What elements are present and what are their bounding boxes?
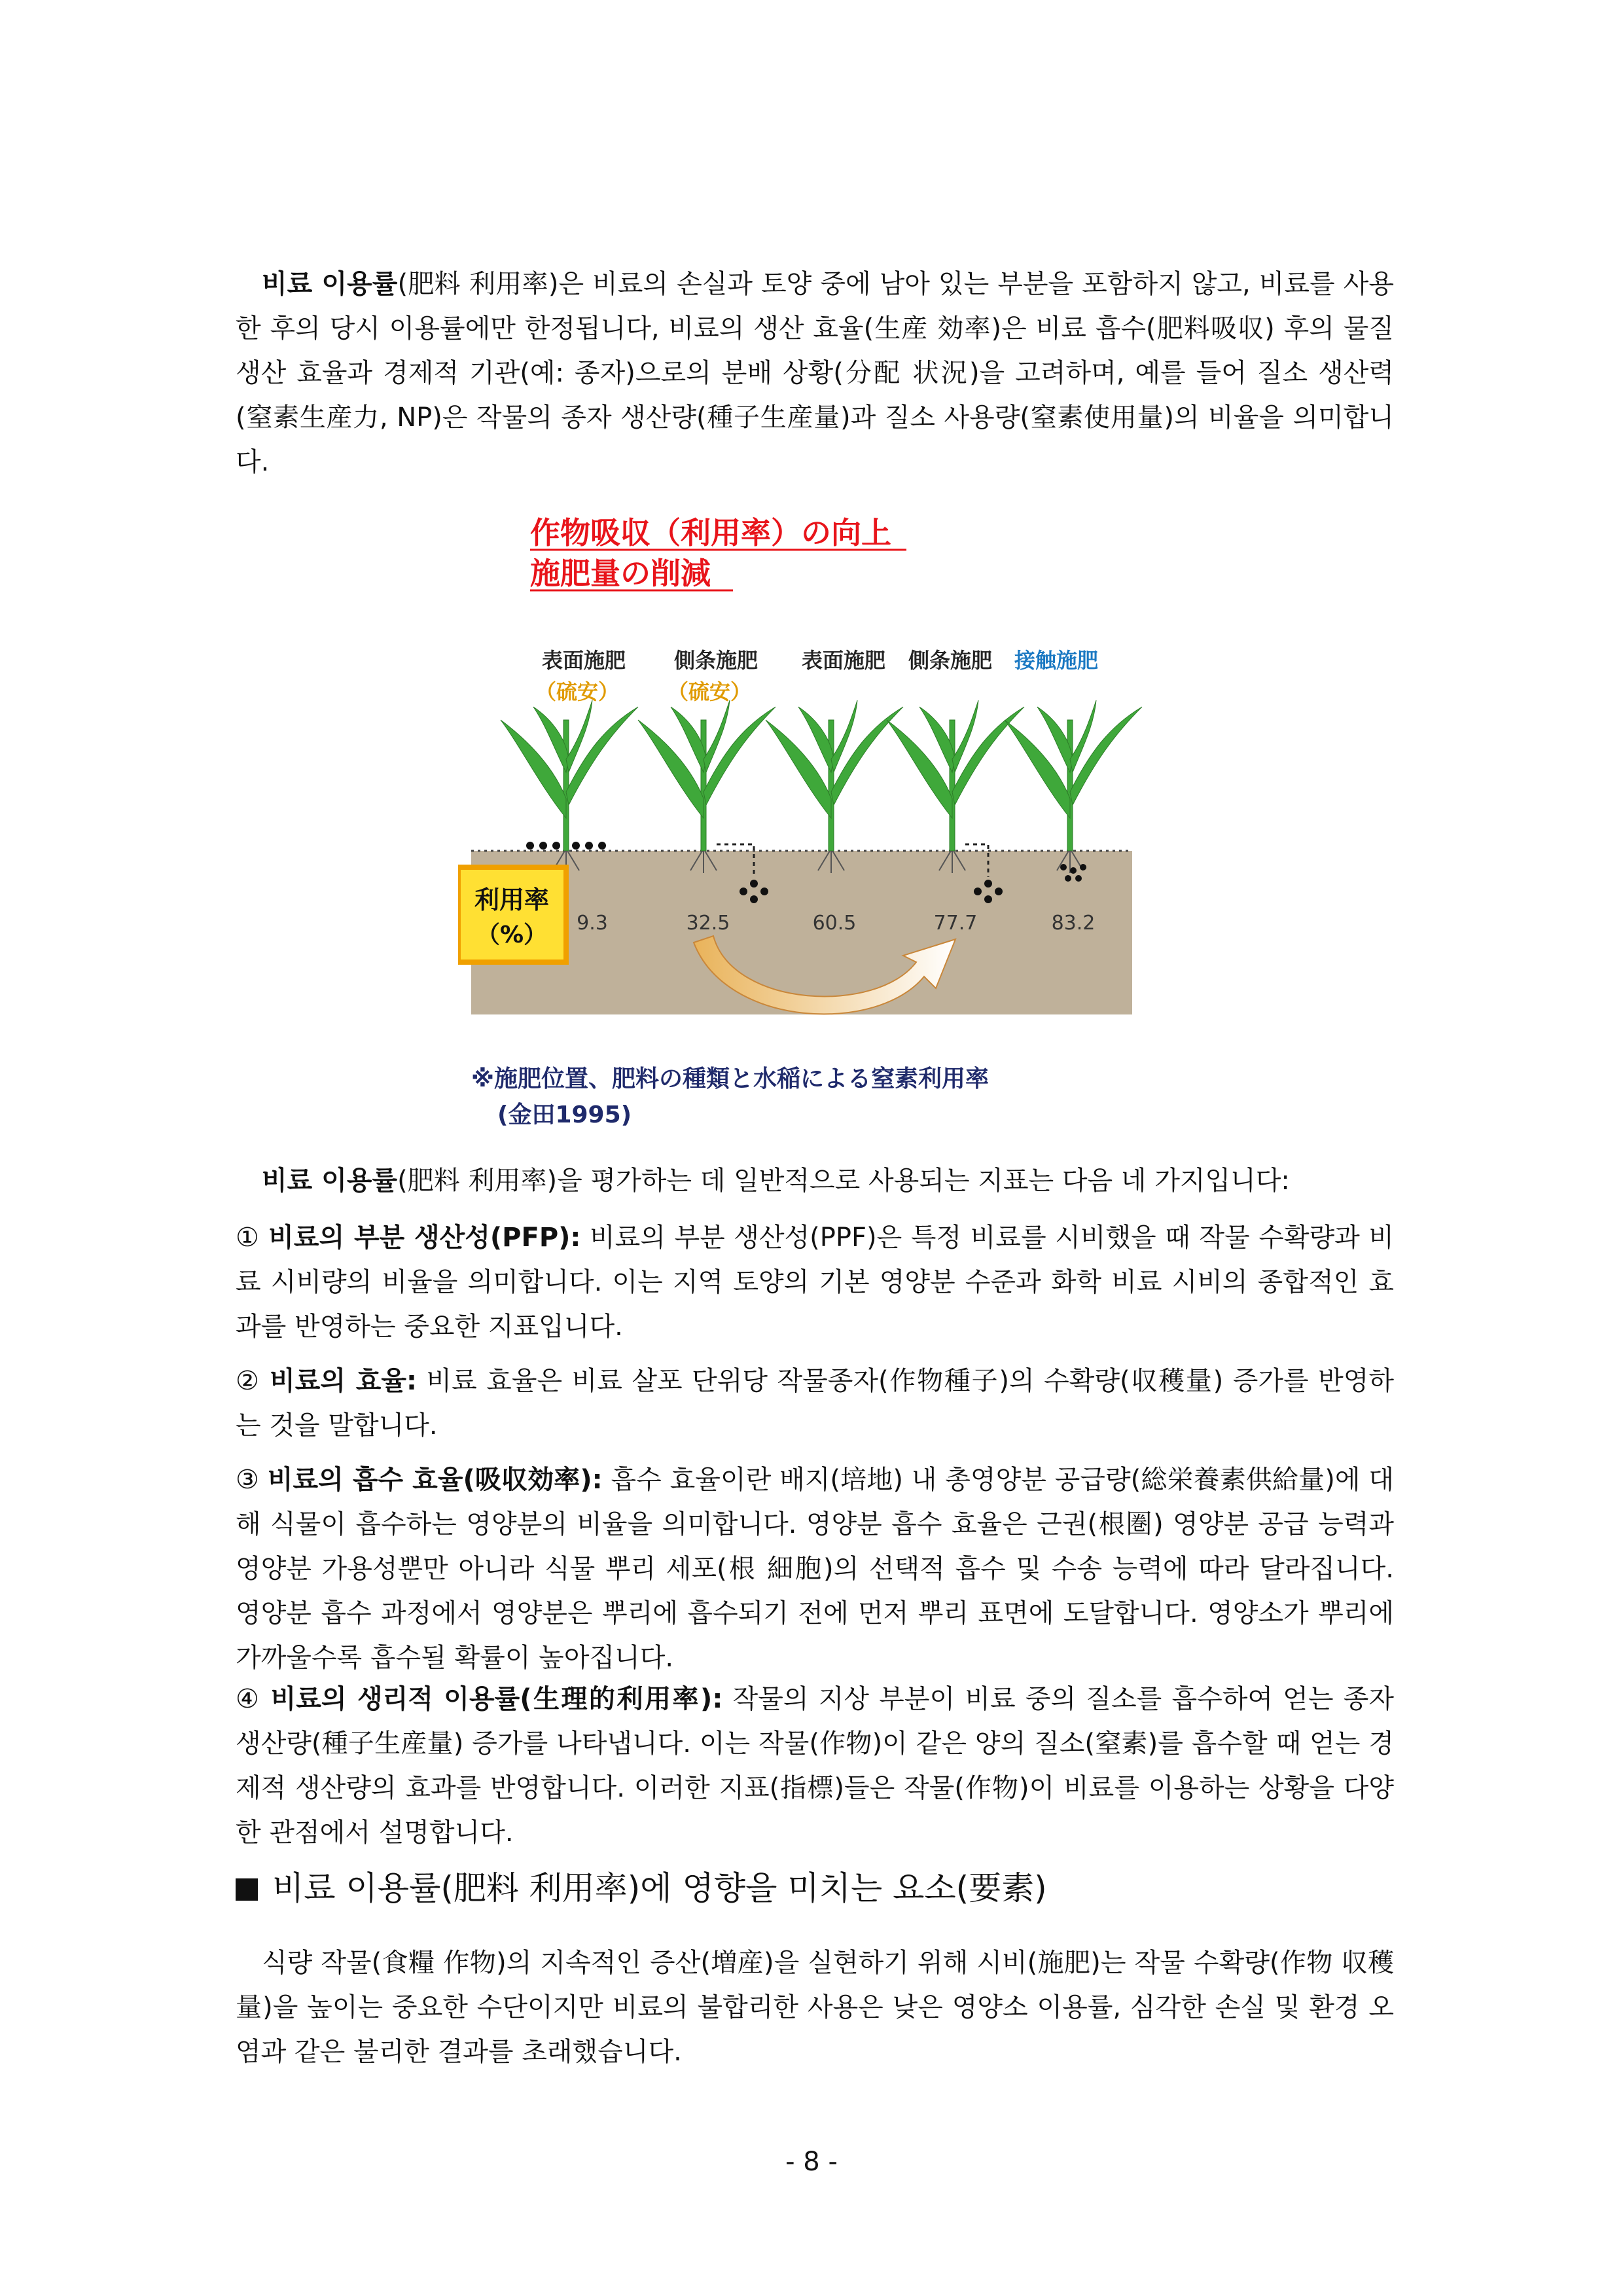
- rate-label: 利用率: [474, 886, 550, 914]
- item-text: 작물의 지상 부분이 비료 중의 질소를 흡수하여 얻는 종자 생산량(種子生産量) 증가를 나타냅니다. 이는 작물(作物)이 같은 양의 질소(窒素)를 흡수할 때 얻는 경제적 생산량의 효과를 반영합니다. 이러한 지표(指標)들은 작물(作物)이 비료를 이용하는 상황을 다양한 관점에서 설명합니다.: [236, 1684, 1395, 1848]
- intro-paragraph: [236, 262, 1394, 484]
- section-heading: [236, 1865, 1047, 1911]
- item-term: 비료의 생리적 이용률(生理的利用率):: [270, 1684, 723, 1714]
- method-label-4: 側条施肥: [908, 648, 993, 673]
- intro-text: (肥料 利用率)은 비료의 손실과 토양 중에 남아 있는 부분을 포함하지 않고, 비료를 사용한 후의 당시 이용률에만 한정됩니다, 비료의 생산 효율(生産 効率)은 비료 흡수(肥料吸収) 후의 물질 생산 효율과 경제적 기관(예: 종자)으로의 분배 상황(分配 状況)을 고려하며, 예를 들어 질소 생산력(窒素生産力, NP)은 작물의 종자 생산량(種子生産量)과 질소 사용량(窒素使用量)의 비율을 의미합니다.: [236, 269, 1394, 477]
- item-text: 비료 효율은 비료 살포 단위당 작물종자(作物種子)의 수확량(収穫量) 증가를 반영하는 것을 말합니다.: [236, 1366, 1395, 1441]
- method-labels: [535, 648, 1098, 704]
- indicators-lead: 비료 이용률: [262, 1166, 398, 1196]
- figure-title-2: 施肥量の削減: [530, 556, 711, 591]
- rate-value-1: 9.3: [577, 912, 608, 935]
- rate-value-4: 77.7: [933, 912, 978, 935]
- indicators-text: (肥料 利用率)을 평가하는 데 일반적으로 사용되는 지표는 다음 네 가지입니다:: [397, 1166, 1290, 1196]
- plant-icon: [501, 700, 638, 873]
- indicator-item-1: [236, 1215, 1394, 1349]
- method-sub-2: （硫安）: [668, 679, 752, 704]
- intro-lead: 비료 이용률: [262, 269, 398, 299]
- method-label-2: 側条施肥: [674, 648, 758, 673]
- page-number: - 8 -: [785, 2147, 838, 2177]
- soil-block: [471, 851, 1132, 1014]
- square-bullet-icon: [236, 1878, 258, 1901]
- method-label-3: 表面施肥: [802, 648, 886, 673]
- closing-paragraph: [236, 1941, 1394, 2074]
- method-sub-1: （硫安）: [535, 679, 620, 704]
- section-heading-text: 비료 이용률(肥料 利用率)에 영향을 미치는 요소(要素): [272, 1869, 1047, 1907]
- rate-label-box: [458, 867, 566, 962]
- rate-unit: （%）: [476, 922, 548, 948]
- item-term: 비료의 부분 생산성(PFP):: [268, 1223, 581, 1253]
- item-number: ④: [236, 1684, 261, 1714]
- item-text: 비료의 부분 생산성(PPF)은 특정 비료를 시비했을 때 작물 수확량과 비료 시비량의 비율을 의미합니다. 이는 지역 토양의 기본 영양분 수준과 화학 비료 시비의 종합적인 효과를 반영하는 중요한 지표입니다.: [236, 1223, 1395, 1342]
- plant-icon: [1005, 700, 1142, 873]
- item-term: 비료의 흡수 효율(吸収効率):: [267, 1465, 603, 1495]
- rate-value-5: 83.2: [1051, 912, 1096, 935]
- item-term: 비료의 효율:: [270, 1366, 417, 1396]
- indicator-item-3: [236, 1458, 1394, 1680]
- rate-value-2: 32.5: [686, 912, 730, 935]
- plant-icons: [501, 700, 1142, 873]
- item-text: 흡수 효율이란 배지(培地) 내 총영양분 공급량(総栄養素供給量)에 대해 식물이 흡수하는 영양분의 비율을 의미합니다. 영양분 흡수 효율은 근권(根圏) 영양분 공급 능력과 영양분 가용성뿐만 아니라 식물 뿌리 세포(根 細胞)의 선택적 흡수 및 수송 능력에 따라 달라집니다. 영양분 흡수 과정에서 영양분은 뿌리에 흡수되기 전에 먼저 뿌리 표면에 도달합니다. 영양소가 뿌리에 가까울수록 흡수될 확률이 높아집니다.: [236, 1465, 1395, 1673]
- item-number: ③: [236, 1465, 259, 1495]
- figure-caption-2: (金田1995): [497, 1102, 632, 1128]
- item-number: ①: [236, 1223, 260, 1253]
- figure-title-1: 作物吸収（利用率）の向上: [530, 515, 891, 550]
- item-number: ②: [236, 1366, 260, 1396]
- plant-icon: [887, 700, 1024, 873]
- plant-icon: [766, 700, 903, 873]
- method-label-1: 表面施肥: [542, 648, 626, 673]
- closing-text: 식량 작물(食糧 作物)의 지속적인 증산(増産)을 실현하기 위해 시비(施肥)는 작물 수확량(作物 収穫量)을 높이는 중요한 수단이지만 비료의 불합리한 사용은 낮은 영양소 이용률, 심각한 손실 및 환경 오염과 같은 불리한 결과를 초래했습니다.: [236, 1948, 1394, 2067]
- figure-caption-1: ※施肥位置、肥料の種類と水稲による窒素利用率: [471, 1066, 989, 1092]
- indicator-item-2: [236, 1359, 1394, 1448]
- rate-value-3: 60.5: [812, 912, 857, 935]
- method-label-5: 接触施肥: [1014, 648, 1099, 673]
- indicators-intro: [236, 1158, 1394, 1203]
- fertilizer-figure: [458, 511, 1165, 1139]
- indicator-item-4: [236, 1677, 1394, 1855]
